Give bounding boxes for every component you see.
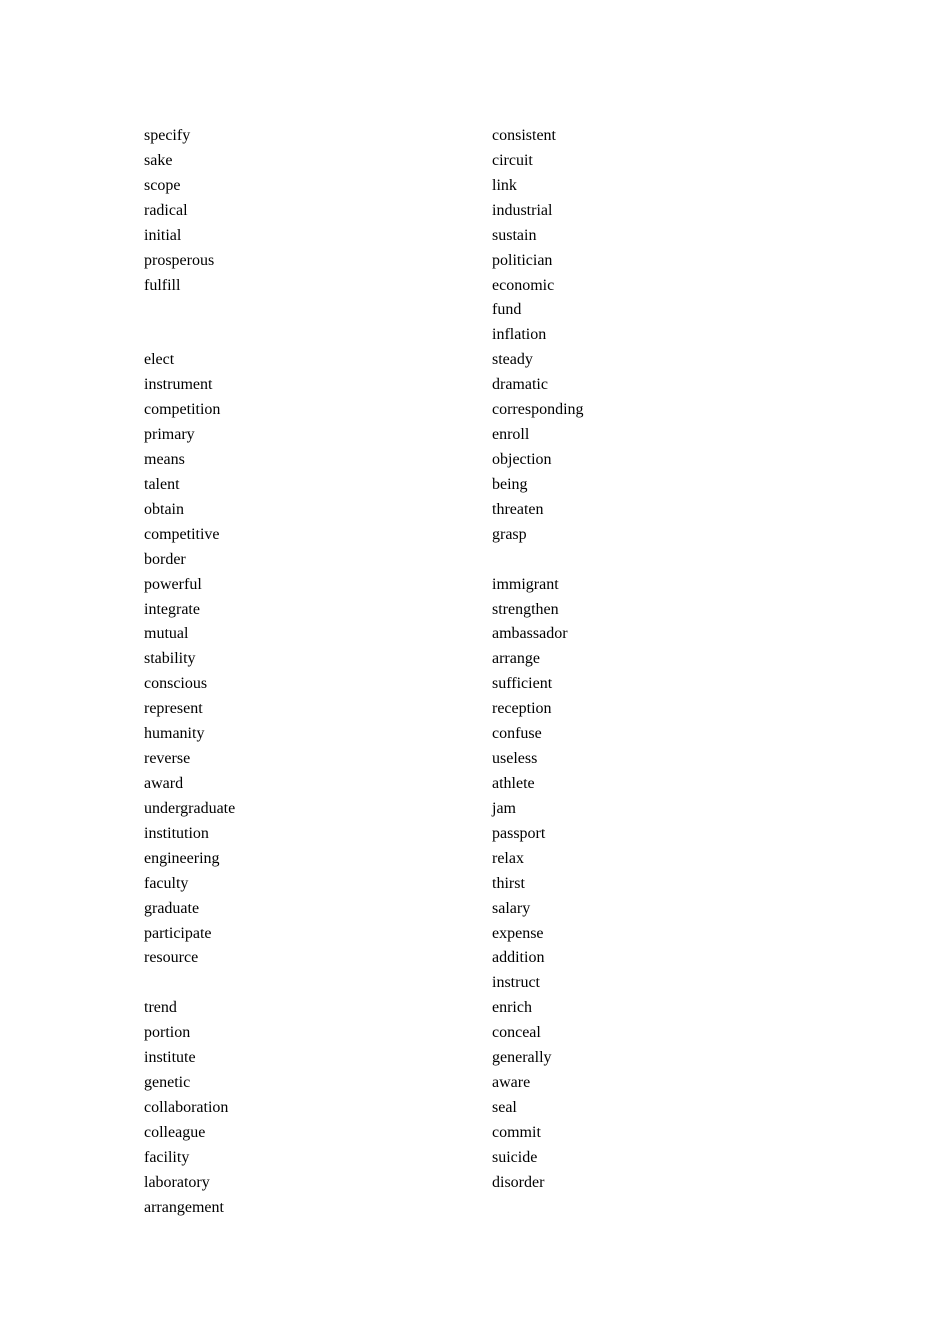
vocabulary-word: reception: [492, 700, 552, 718]
vocabulary-word: border: [144, 550, 186, 568]
vocabulary-word: initial: [144, 226, 182, 244]
vocabulary-word: enrich: [492, 999, 532, 1017]
blank-line: [144, 298, 235, 323]
vocabulary-word: represent: [144, 700, 203, 718]
vocabulary-word: strengthen: [492, 600, 559, 618]
vocabulary-word: addition: [492, 949, 545, 967]
vocabulary-word: generally: [492, 1049, 552, 1067]
word-list-left: [144, 124, 235, 1221]
vocabulary-word: radical: [144, 201, 188, 219]
vocabulary-word: colleague: [144, 1123, 206, 1141]
vocabulary-word: undergraduate: [144, 799, 236, 817]
vocabulary-word: expense: [492, 924, 544, 942]
vocabulary-word: thirst: [492, 874, 525, 892]
vocabulary-word: fulfill: [144, 276, 181, 294]
vocabulary-word: immigrant: [492, 575, 559, 593]
vocabulary-word: suicide: [492, 1148, 538, 1166]
vocabulary-word: sake: [144, 151, 173, 169]
vocabulary-word: portion: [144, 1024, 191, 1042]
vocabulary-word: obtain: [144, 500, 184, 518]
vocabulary-word: means: [144, 450, 185, 468]
vocabulary-word: competition: [144, 401, 221, 419]
vocabulary-word: salary: [492, 899, 531, 917]
vocabulary-word: faculty: [144, 874, 189, 892]
vocabulary-word: sufficient: [492, 675, 553, 693]
vocabulary-word: instrument: [144, 376, 213, 394]
vocabulary-word: industrial: [492, 201, 553, 219]
vocabulary-word: link: [492, 176, 517, 194]
vocabulary-word: aware: [492, 1074, 531, 1092]
vocabulary-word: scope: [144, 176, 181, 194]
vocabulary-word: primary: [144, 426, 195, 444]
blank-line: [492, 548, 584, 573]
blank-line: [144, 971, 235, 996]
vocabulary-word: mutual: [144, 625, 189, 643]
vocabulary-word: collaboration: [144, 1098, 229, 1116]
vocabulary-word: genetic: [144, 1074, 191, 1092]
vocabulary-word: elect: [144, 351, 175, 369]
vocabulary-word: engineering: [144, 849, 220, 867]
vocabulary-word: graduate: [144, 899, 200, 917]
vocabulary-word: circuit: [492, 151, 533, 169]
vocabulary-word: participate: [144, 924, 212, 942]
vocabulary-word: specify: [144, 127, 191, 144]
vocabulary-word: jam: [492, 799, 516, 817]
vocabulary-word: ambassador: [492, 625, 568, 643]
vocabulary-word: talent: [144, 475, 180, 493]
vocabulary-word: reverse: [144, 750, 191, 768]
vocabulary-word: athlete: [492, 774, 535, 792]
vocabulary-word: award: [144, 774, 184, 792]
blank-line: [144, 323, 235, 348]
vocabulary-word: consistent: [492, 127, 556, 144]
vocabulary-word: inflation: [492, 326, 547, 344]
vocabulary-word: relax: [492, 849, 524, 867]
vocabulary-word: corresponding: [492, 401, 584, 419]
vocabulary-word: seal: [492, 1098, 517, 1116]
vocabulary-word: facility: [144, 1148, 190, 1166]
vocabulary-word: arrangement: [144, 1198, 224, 1216]
vocabulary-word: laboratory: [144, 1173, 210, 1191]
vocabulary-word: useless: [492, 750, 538, 768]
vocabulary-word: stability: [144, 650, 196, 668]
vocabulary-word: conscious: [144, 675, 208, 693]
vocabulary-word: prosperous: [144, 251, 215, 269]
vocabulary-word: resource: [144, 949, 199, 967]
vocabulary-word: objection: [492, 450, 552, 468]
vocabulary-word: passport: [492, 824, 546, 842]
vocabulary-word: conceal: [492, 1024, 541, 1042]
vocabulary-word: trend: [144, 999, 177, 1017]
vocabulary-word: economic: [492, 276, 555, 294]
word-list-right: [492, 124, 584, 1196]
vocabulary-word: integrate: [144, 600, 200, 618]
vocabulary-word: instruct: [492, 974, 540, 992]
vocabulary-word: being: [492, 475, 528, 493]
vocabulary-word: arrange: [492, 650, 540, 668]
vocabulary-word: grasp: [492, 525, 527, 543]
vocabulary-word: disorder: [492, 1173, 545, 1191]
vocabulary-word: institution: [144, 824, 209, 842]
vocabulary-word: confuse: [492, 725, 542, 743]
vocabulary-word: competitive: [144, 525, 220, 543]
vocabulary-word: powerful: [144, 575, 202, 593]
vocabulary-word: enroll: [492, 426, 530, 444]
vocabulary-word: politician: [492, 251, 553, 269]
vocabulary-word: humanity: [144, 725, 205, 743]
vocabulary-word: fund: [492, 301, 522, 319]
vocabulary-word: threaten: [492, 500, 544, 518]
vocabulary-word: institute: [144, 1049, 196, 1067]
vocabulary-word: sustain: [492, 226, 537, 244]
vocabulary-word: commit: [492, 1123, 541, 1141]
vocabulary-word: dramatic: [492, 376, 548, 394]
vocabulary-word: steady: [492, 351, 533, 369]
